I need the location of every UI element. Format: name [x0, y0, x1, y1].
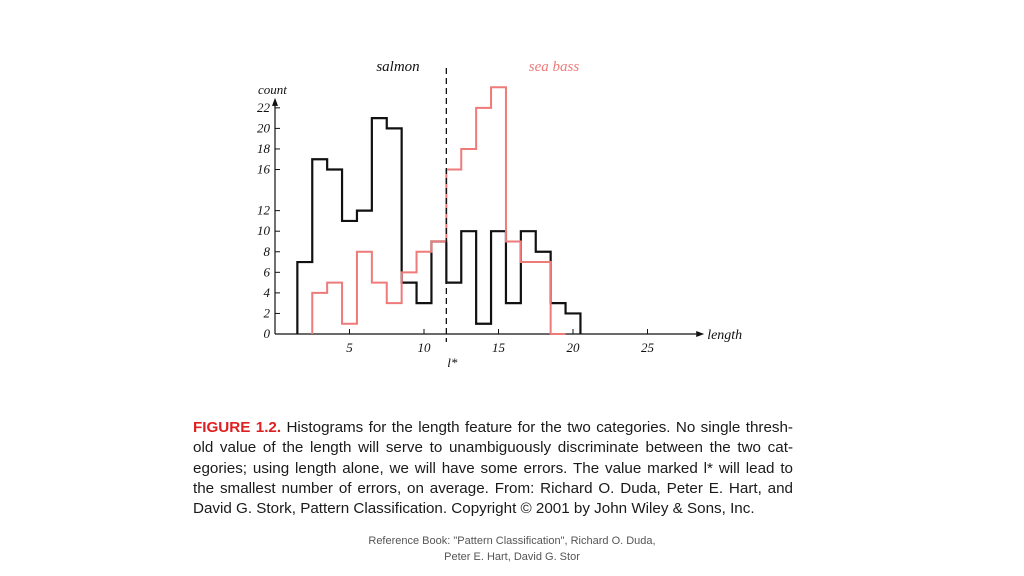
caption-line-5: David G. Stork, Pattern Classification. Copyright © 2001 by John Wiley & Sons, Inc.	[193, 500, 755, 518]
series-label-salmon: salmon	[376, 59, 420, 75]
x-tick-label: 20	[566, 340, 580, 355]
y-tick-label: 4	[263, 284, 270, 300]
y-axis-label: count	[258, 82, 287, 97]
y-tick-label: 18	[257, 140, 270, 156]
y-tick-label: 0	[263, 326, 270, 341]
caption-line-1: Histograms for the length feature for the two categories. No single thresh-	[286, 419, 793, 436]
y-tick-label: 10	[257, 223, 270, 239]
x-tick-label: 10	[417, 340, 431, 355]
y-tick-label: 22	[257, 99, 270, 115]
y-tick-label: 20	[257, 120, 270, 136]
footer-line-2: Peter E. Hart, David G. Stor	[444, 551, 580, 563]
caption-line-3: egories; using length alone, we will have some errors. The value marked l* will lead to	[193, 459, 793, 477]
y-axis-arrow	[272, 98, 278, 106]
y-tick-label: 12	[257, 202, 270, 218]
x-tick-label: 15	[492, 340, 505, 355]
figure-label: FIGURE 1.2.	[193, 419, 282, 436]
x-axis-arrow	[696, 331, 704, 337]
footer-line-1: Reference Book: "Pattern Classification", Richard O. Duda,	[368, 535, 656, 547]
threshold-label: l*	[447, 355, 458, 370]
histogram-salmon	[297, 118, 580, 334]
x-tick-label: 25	[641, 340, 654, 355]
y-tick-label: 2	[263, 305, 270, 321]
caption-line-2: old value of the length will serve to unambiguously discriminate between the two cat-	[193, 439, 793, 457]
y-tick-label: 6	[263, 264, 270, 280]
x-axis-label: length	[707, 328, 743, 343]
figure-caption	[193, 418, 793, 519]
y-tick-label: 16	[257, 161, 270, 177]
x-tick-label: 5	[346, 340, 353, 355]
series-label-sea-bass: sea bass	[528, 59, 580, 75]
y-tick-label: 8	[263, 243, 270, 259]
histogram-sea-bass	[312, 87, 565, 334]
caption-line-4: the smallest number of errors, on average. From: Richard O. Duda, Peter E. Hart, and	[193, 479, 793, 497]
reference-footer	[312, 533, 712, 565]
